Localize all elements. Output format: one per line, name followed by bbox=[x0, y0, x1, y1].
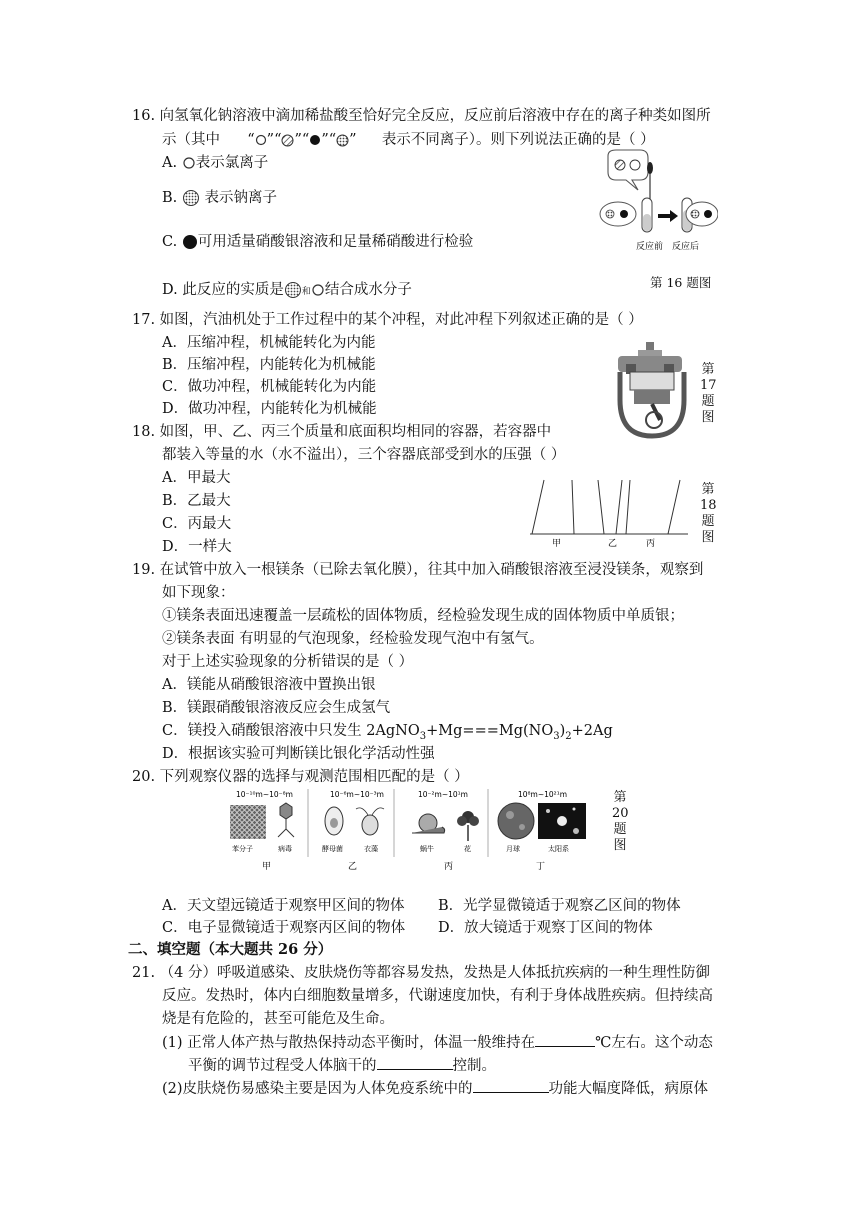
q18-option-a: A．甲最大 bbox=[162, 470, 231, 486]
q21-line2: 反应。发热时，体内白细胞数量增多，代谢速度加快，有利于身体战胜疾病。但持续高 bbox=[162, 988, 713, 1004]
q16-option-c: C. 可用适量硝酸银溶液和足量稀硝酸进行检验 bbox=[162, 234, 474, 250]
fig16-label-after: 反应后 bbox=[672, 242, 700, 252]
item-flower: 花 bbox=[464, 845, 471, 853]
container-bing bbox=[668, 480, 680, 534]
solid-circle-ion-icon bbox=[704, 210, 712, 218]
q20-stem: 20. 下列观察仪器的选择与观测范围相匹配的是（ ） bbox=[132, 769, 469, 785]
q16-line2-post: 表示不同离子）。则下列说法正确的是（ ） bbox=[381, 132, 655, 148]
chlamydomonas-icon bbox=[362, 815, 378, 835]
q17-engine-figure bbox=[616, 340, 690, 440]
hatched-circle-ion-icon bbox=[615, 160, 625, 170]
range-jia: 10⁻¹⁰m~10⁻⁸m bbox=[236, 790, 293, 799]
moon-icon bbox=[498, 803, 534, 839]
piston-icon bbox=[634, 390, 670, 404]
q19-observation-1: ①镁条表面迅速覆盖一层疏松的固体物质，经检验发现生成的固体物质中单质银； bbox=[162, 608, 684, 624]
q19-option-b: B．镁跟硝酸银溶液反应会生成氢气 bbox=[162, 700, 391, 716]
q17-option-a: A．压缩冲程，机械能转化为内能 bbox=[162, 335, 376, 351]
q21-part1: (1) 正常人体产热与散热保持动态平衡时，体温一般维持在 ℃左右。这个动态 bbox=[162, 1032, 713, 1053]
dotted-circle-ion-icon bbox=[336, 134, 349, 147]
benzene-molecule-icon bbox=[230, 805, 266, 839]
item-benzene: 苯分子 bbox=[232, 845, 253, 853]
item-snail: 蜗牛 bbox=[420, 845, 434, 853]
dotted-circle-ion-icon bbox=[691, 210, 699, 218]
q16-option-a: A. 表示氯离子 bbox=[162, 155, 269, 171]
item-chlamydomonas: 衣藻 bbox=[364, 845, 378, 853]
open-circle-ion-icon bbox=[255, 134, 267, 146]
q18-option-d: D．一样大 bbox=[162, 539, 232, 555]
q20-option-d: D．放大镜适于观察丁区间的物体 bbox=[438, 920, 653, 936]
q18-caption: 第 18 题图 bbox=[700, 482, 717, 545]
q21-line3: 烧是有危险的，甚至可能危及生命。 bbox=[162, 1011, 394, 1027]
q20-option-c: C．电子显微镜适于观察丙区间的物体 bbox=[162, 920, 406, 936]
q17-option-d: D．做功冲程，内能转化为机械能 bbox=[162, 401, 377, 417]
q20-option-a: A．天文望远镜适于观察甲区间的物体 bbox=[162, 898, 405, 914]
solid-circle-ion-icon bbox=[309, 134, 321, 146]
group-yi: 乙 bbox=[348, 862, 358, 872]
dotted-circle-ion-icon bbox=[284, 281, 302, 299]
open-circle-ion-icon bbox=[311, 283, 325, 297]
fig16-label-before: 反应前 bbox=[636, 242, 664, 252]
q16-figure bbox=[598, 148, 718, 254]
q21-line1: 21. （4 分）呼吸道感染、皮肤烧伤等都容易发热，发热是人体抵抗疾病的一种生理性防御 bbox=[132, 965, 710, 981]
container-jia bbox=[572, 480, 574, 534]
answer-blank-immune-function[interactable] bbox=[473, 1078, 549, 1093]
arrow-right-icon bbox=[658, 210, 678, 222]
q18-stem-line1: 18. 如图，甲、乙、丙三个质量和底面积均相同的容器，若容器中 bbox=[132, 424, 552, 440]
q20-caption: 第 20 题图 bbox=[612, 790, 629, 853]
q17-option-b: B．压缩冲程，内能转化为机械能 bbox=[162, 357, 376, 373]
q19-stem-line1: 19. 在试管中放入一根镁条（已除去氧化膜），往其中加入硝酸银溶液至浸没镁条，观察到 bbox=[132, 562, 704, 578]
dotted-circle-ion-icon bbox=[182, 189, 200, 207]
q19-option-c: C．镁投入硝酸银溶液中只发生 $2AgNO_3+Mg===Mg(NO_3)_2+2Ag$ bbox=[162, 723, 613, 742]
open-circle-ion-icon bbox=[182, 156, 196, 170]
answer-blank-brainstem-center[interactable] bbox=[377, 1055, 453, 1070]
solid-circle-ion-icon bbox=[182, 234, 198, 250]
item-moon: 月球 bbox=[506, 845, 520, 853]
speech-bubble bbox=[608, 150, 648, 190]
q17-stem: 17. 如图，汽油机处于工作过程中的某个冲程，对此冲程下列叙述正确的是（ ） bbox=[132, 312, 643, 328]
group-bing: 丙 bbox=[444, 862, 454, 872]
label-yi: 乙 bbox=[608, 539, 618, 548]
container-yi bbox=[616, 480, 622, 534]
group-ding: 丁 bbox=[536, 862, 546, 872]
label-jia: 甲 bbox=[552, 539, 562, 548]
q19-question: 对于上述实验现象的分析错误的是（ ） bbox=[162, 654, 414, 670]
answer-blank-temperature[interactable] bbox=[535, 1032, 595, 1047]
q16-quote-open: “ bbox=[247, 132, 255, 148]
q19-observation-2: ②镁条表面 有明显的气泡现象，经检验发现气泡中有氢气。 bbox=[162, 631, 544, 647]
group-jia: 甲 bbox=[262, 862, 272, 872]
range-bing: 10⁻²m~10¹m bbox=[418, 790, 468, 799]
item-virus: 病毒 bbox=[278, 845, 292, 853]
dotted-circle-ion-icon bbox=[606, 210, 614, 218]
q16-stem-line1: 16. 向氢氧化钠溶液中滴加稀盐酸至恰好完全反应，反应前后溶液中存在的离子种类如图所 bbox=[132, 108, 711, 124]
q16-stem-line2: 示（其中 “ ”“ ”“ ”“ ” 表示不同离子）。则下列说法正确的是（ ） bbox=[162, 132, 655, 148]
snail-icon bbox=[412, 814, 445, 833]
q20-scale-figure bbox=[222, 785, 592, 877]
q16-caption: 第 16 题图 bbox=[650, 275, 712, 290]
dropper-icon bbox=[647, 162, 653, 174]
q16-option-b: B. 表示钠离子 bbox=[162, 190, 277, 206]
range-yi: 10⁻⁶m~10⁻³m bbox=[330, 790, 384, 799]
q18-stem-line2: 都装入等量的水（水不溢出），三个容器底部受到水的压强（ ） bbox=[162, 447, 566, 463]
q16-quote-close: ” bbox=[349, 132, 357, 148]
item-solar-system: 太阳系 bbox=[548, 845, 569, 853]
q19-option-a: A．镁能从硝酸银溶液中置换出银 bbox=[162, 677, 376, 693]
q18-containers-figure bbox=[530, 476, 690, 548]
q21-part1b: 平衡的调节过程受人体脑干的 控制。 bbox=[188, 1055, 496, 1076]
q21-part2: (2)皮肤烧伤易感染主要是因为人体免疫系统中的 功能大幅度降低，病原体 bbox=[162, 1078, 708, 1099]
virus-icon bbox=[278, 803, 294, 837]
q16-option-d: D. 此反应的实质是 和 结合成水分子 bbox=[162, 282, 412, 298]
item-yeast: 酵母菌 bbox=[322, 845, 343, 853]
section-heading: 二、填空题（本大题共 26 分） bbox=[128, 941, 333, 958]
q17-caption: 第 17 题图 bbox=[700, 362, 717, 425]
open-circle-ion-icon bbox=[630, 160, 640, 170]
q19-stem-line2: 如下现象： bbox=[162, 585, 235, 601]
q16-line2-pre: 示（其中 bbox=[162, 132, 220, 148]
q18-option-b: B．乙最大 bbox=[162, 493, 231, 509]
q17-option-c: C．做功冲程，机械能转化为内能 bbox=[162, 379, 377, 395]
q19-option-d: D．根据该实验可判断镁比银化学活动性强 bbox=[162, 746, 435, 762]
flower-icon bbox=[457, 811, 479, 841]
hatched-circle-ion-icon bbox=[281, 134, 294, 147]
solid-circle-ion-icon bbox=[620, 210, 628, 218]
q18-option-c: C．丙最大 bbox=[162, 516, 232, 532]
range-ding: 10⁸m~10²¹m bbox=[518, 790, 568, 799]
q20-option-b: B．光学显微镜适于观察乙区间的物体 bbox=[438, 898, 681, 914]
label-bing: 丙 bbox=[646, 539, 656, 548]
